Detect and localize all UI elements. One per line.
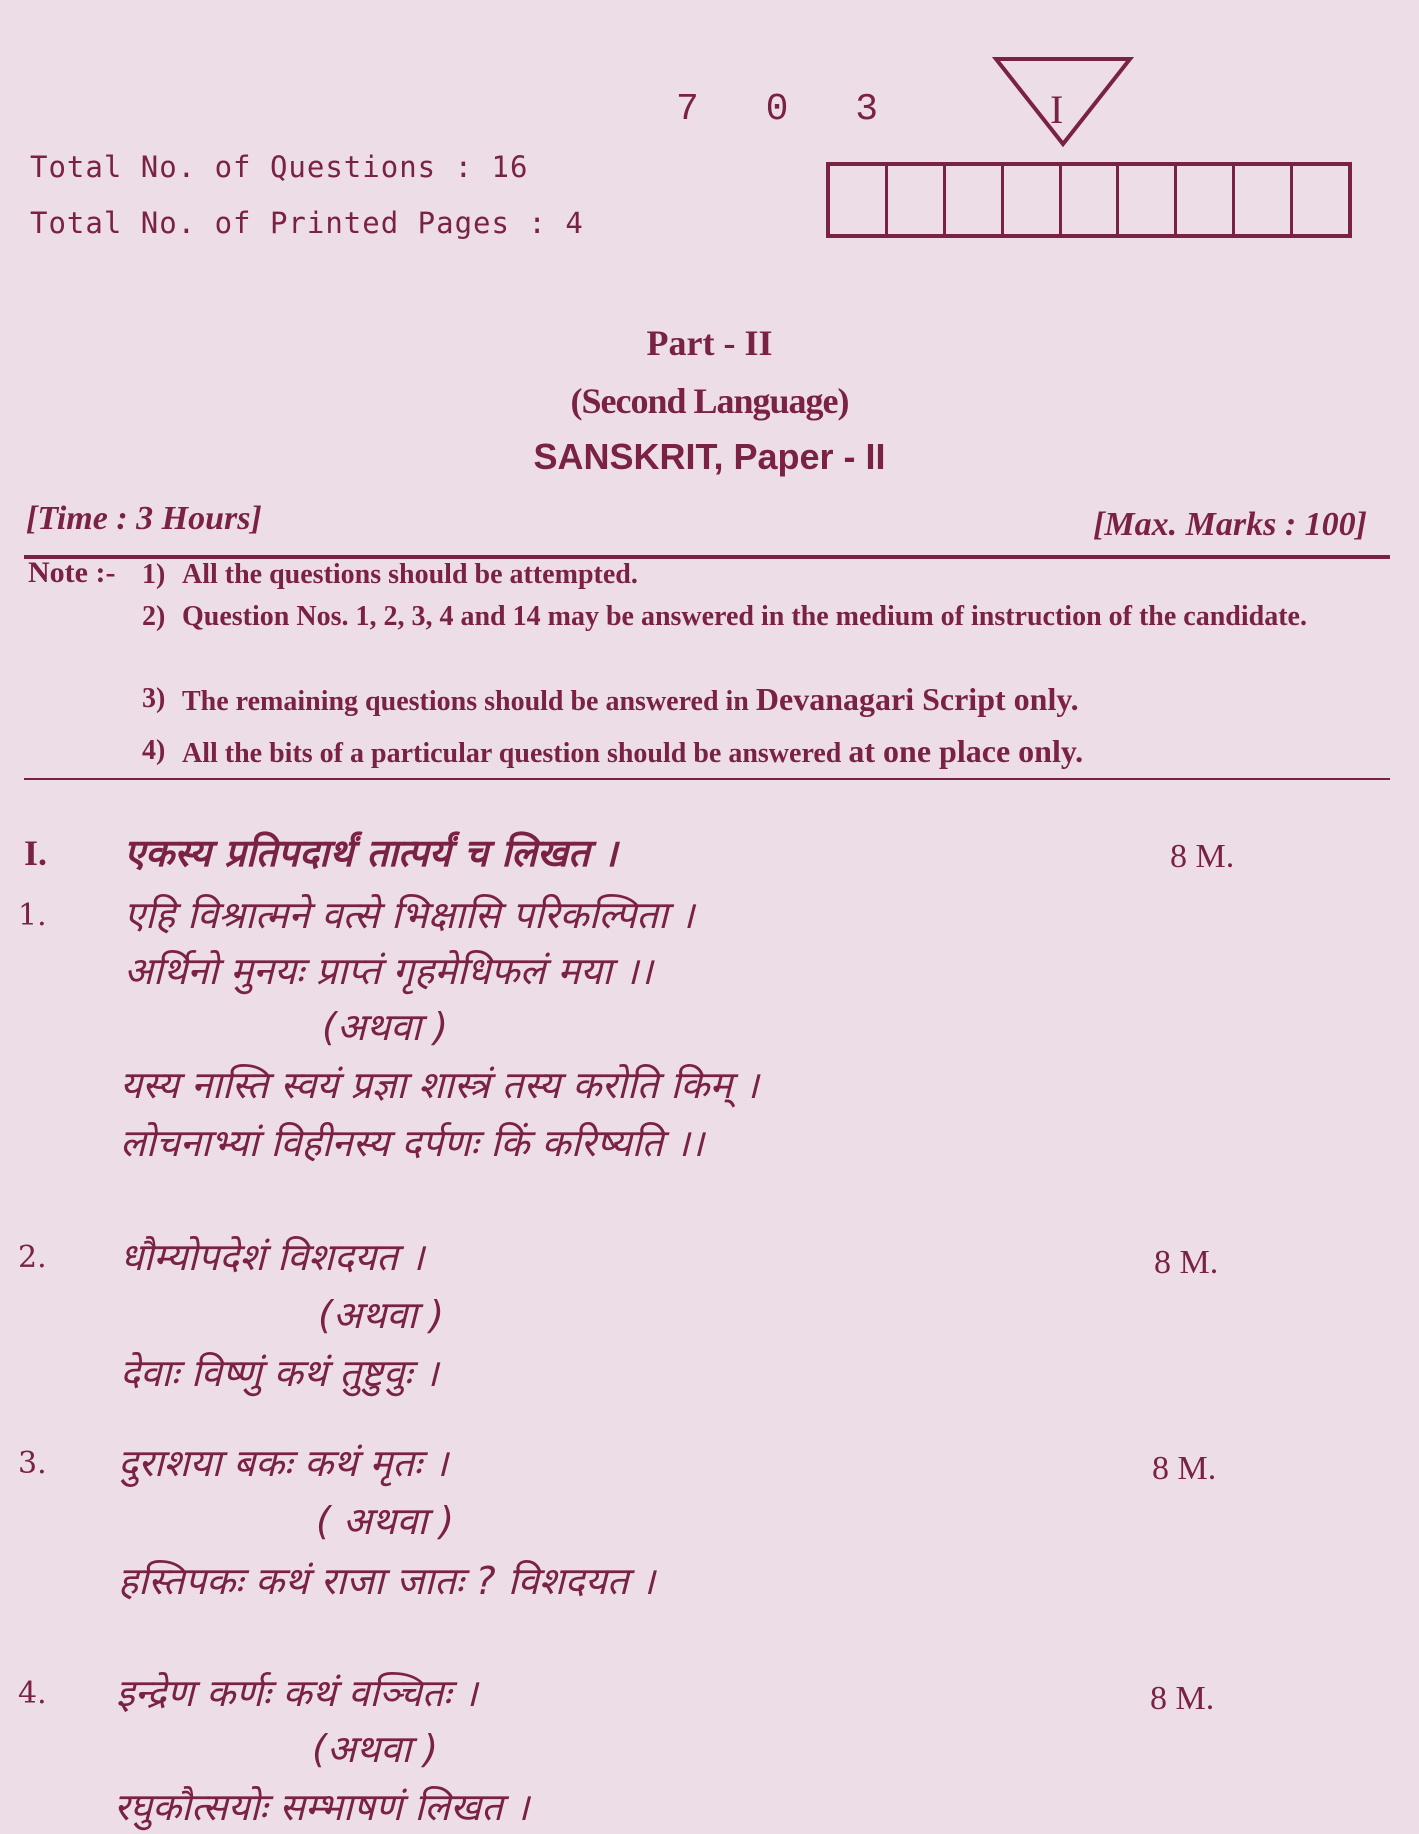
- question-line: एहि विश्रात्मने वत्से भिक्षासि परिकल्पिता ।: [124, 893, 695, 937]
- note-emphasis: Devanagari Script only.: [755, 681, 1079, 717]
- question-number: 3.: [18, 1446, 47, 1481]
- note-number: 1): [142, 559, 166, 590]
- part-title: Part - II: [646, 323, 773, 363]
- total-questions: Total No. of Questions : 16: [30, 150, 529, 184]
- question-marks: 8 M.: [1150, 1680, 1215, 1717]
- question-line: हस्तिपकः कथं राजा जातः ? विशदयत ।: [118, 1559, 655, 1603]
- question-line: दुराशया बकः कथं मृतः ।: [118, 1441, 449, 1485]
- question-line: धौम्योपदेशं विशदयत ।: [120, 1235, 425, 1279]
- roll-cell: [1062, 166, 1120, 234]
- roll-cell: [1119, 166, 1177, 234]
- roll-cell: [830, 166, 888, 234]
- divider-bottom: [24, 778, 1390, 780]
- subject-title: SANSKRIT, Paper - II: [533, 436, 886, 477]
- note-number: 2): [142, 601, 166, 632]
- section-instruction: एकस्य प्रतिपदार्थं तात्पर्यं च लिखत ।: [124, 831, 618, 875]
- paper-code: 7 0 3: [676, 88, 901, 131]
- question-number: 4.: [18, 1676, 47, 1711]
- exam-time: [Time : 3 Hours]: [26, 500, 262, 537]
- question-line: देवाः विष्णुं कथं तुष्टुवुः ।: [120, 1351, 439, 1395]
- roll-cell: [888, 166, 946, 234]
- section-marks: 8 M.: [1170, 838, 1235, 875]
- question-line: अर्थिनो मुनयः प्राप्तं गृहमेधिफलं मया ।।: [124, 949, 653, 993]
- question-line: यस्य नास्ति स्वयं प्रज्ञा शास्त्रं तस्य करोति किम् ।: [120, 1063, 759, 1107]
- note-label: Note :-: [28, 556, 116, 589]
- note-text-wrap: [182, 682, 1372, 719]
- note-number: 3): [142, 683, 166, 714]
- set-letter: I: [1050, 87, 1064, 132]
- roll-cell: [946, 166, 1004, 234]
- note-number: 4): [142, 735, 166, 766]
- roll-cell: [1293, 166, 1348, 234]
- question-line: रघुकौत्सयोः सम्भाषणं लिखत ।: [114, 1785, 530, 1829]
- total-pages: Total No. of Printed Pages : 4: [30, 206, 584, 240]
- note-text: All the bits of a particular question should be answered: [182, 738, 849, 769]
- question-marks: 8 M.: [1154, 1244, 1219, 1281]
- roll-number-boxes: [826, 162, 1352, 238]
- question-line: लोचनाभ्यां विहीनस्य दर्पणः किं करिष्यति ।।: [120, 1121, 704, 1165]
- note-emphasis: at one place only.: [848, 733, 1084, 769]
- or-label: (अथवा ): [312, 1727, 439, 1771]
- note-text: Question Nos. 1, 2, 3, 4 and 14 may be answered in the medium of instruction of the candidate.: [182, 601, 1307, 632]
- or-label: ( अथवा ): [316, 1499, 455, 1543]
- roll-cell: [1004, 166, 1062, 234]
- question-line: इन्द्रेण कर्णः कथं वञ्चितः ।: [116, 1671, 478, 1715]
- question-number: 2.: [18, 1240, 47, 1275]
- language-title: (Second Language): [570, 381, 849, 421]
- or-label: (अथवा ): [322, 1005, 449, 1049]
- section-number: I.: [24, 833, 48, 873]
- note-text: The remaining questions should be answered in: [182, 686, 756, 717]
- note-text-wrap: [182, 734, 1372, 771]
- roll-cell: [1235, 166, 1293, 234]
- or-label: (अथवा ): [318, 1293, 445, 1337]
- max-marks: [Max. Marks : 100]: [1093, 506, 1367, 543]
- question-number: 1.: [18, 898, 47, 933]
- roll-cell: [1177, 166, 1235, 234]
- note-text: All the questions should be attempted.: [182, 559, 638, 590]
- question-marks: 8 M.: [1152, 1450, 1217, 1487]
